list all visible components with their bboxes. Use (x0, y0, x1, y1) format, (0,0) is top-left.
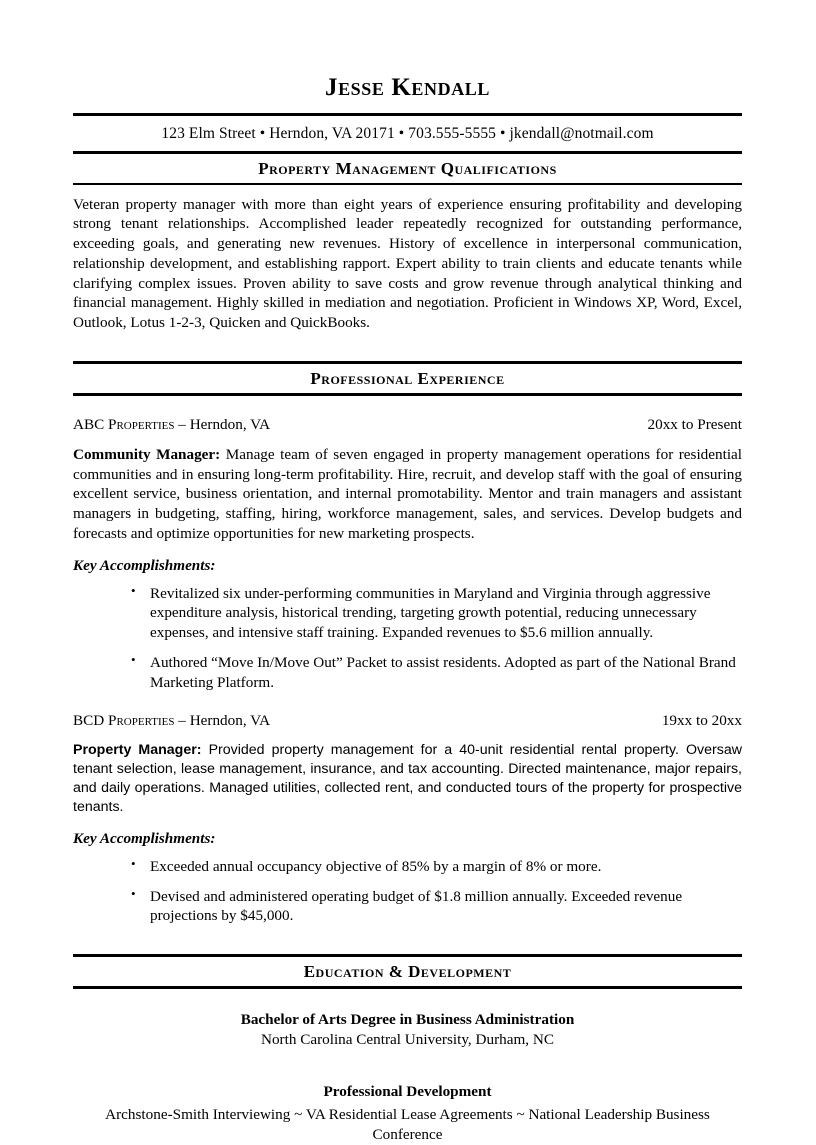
job-description (73, 445, 742, 544)
job-company-name: ABC Properties (73, 415, 175, 433)
section-title-education: Education & Development (303, 962, 512, 981)
job-header (73, 416, 742, 434)
list-item: • Devised and administered operating budget of $1.8 million annually. Exceeded revenue projections by $45,000. (73, 887, 742, 927)
job-company (73, 416, 270, 434)
job-description-text: Manage team of seven engaged in property management operations for residential communities and in ensuring long-term profitability. Hire, recruit, and develop staff with the goal of ensuring excellent service, business orientation, and internal promotability. Mentor and train managers and assistant managers in budgeting, staffing, hiring, workforce management, sales, and services. Develop budgets and forecasts and optimize opportunities for new marketing prospects. (73, 445, 743, 542)
section-qualifications (73, 154, 742, 333)
job-description-text: Provided property management for a 40-unit residential rental property. Oversaw tenant selection, lease management, insurance, and tax accounting. Directed maintenance, major repairs, and daily operations. Managed utilities, collected rent, and conducted tours of the property for prospective tenants. (73, 742, 742, 815)
key-accomplishments-label: Key Accomplishments: (73, 829, 216, 847)
section-title-experience: Professional Experience (310, 368, 505, 388)
job-dates: 19xx to 20xx (661, 712, 742, 730)
job-role-title: Property Manager: (73, 742, 202, 759)
spacer-experience (73, 333, 742, 361)
resume-content (73, 0, 742, 1145)
resume-header (73, 0, 742, 102)
spacer-education (73, 926, 742, 954)
experience-rule-bottom (73, 393, 742, 396)
job-entry (73, 416, 742, 693)
job-role-title: Community Manager: (73, 445, 221, 463)
list-item: • Revitalized six under-performing communities in Maryland and Virginia through aggressive expenditure analysis, historical trending, targeting growth potential, reducing unnecessary expenses, and intensive staff training. Expanded revenues to $5.6 million annually. (73, 584, 742, 643)
list-item: • Authored “Move In/Move Out” Packet to assist residents. Adopted as part of the National Brand Marketing Platform. (73, 653, 742, 693)
professional-development-list: Archstone-Smith Interviewing ~ VA Residential Lease Agreements ~ National Leadership Business Conference (105, 1106, 710, 1144)
education-school: North Carolina Central University, Durham, NC (260, 1031, 554, 1049)
job-entry (73, 712, 742, 926)
key-accomplishments-label: Key Accomplishments: (73, 556, 216, 574)
job-header (73, 712, 742, 730)
education-block (73, 989, 742, 1145)
job-description (73, 741, 742, 817)
job-accomplishments-list (73, 857, 742, 926)
candidate-name: Jesse Kendall (324, 74, 491, 101)
contact-line: 123 Elm Street • Herndon, VA 20171 • 703.555-5555 • jkendall@notmail.com (161, 124, 654, 142)
job-company (73, 712, 270, 730)
list-item: • Exceeded annual occupancy objective of 85% by a margin of 8% or more. (73, 857, 742, 877)
job-location: – Herndon, VA (174, 415, 271, 433)
section-title-qualifications: Property Management Qualifications (258, 158, 557, 178)
qualifications-summary: Veteran property manager with more than eight years of experience ensuring profitability and developing strong tenant relationships. Accomplished leader repeatedly recognized for outstanding performance, exceeding goals, and generating new revenues. History of excellence in interpersonal communication, relationship development, and establishing rapport. Expert ability to train clients and educate tenants while clarifying complex issues. Proven ability to save costs and grow revenue through analytical thinking and financial management. Highly skilled in mediation and negotiation. Proficient in Windows XP, Word, Excel, Outlook, Lotus 1-2-3, Quicken and QuickBooks. (73, 195, 742, 331)
education-degree: Bachelor of Arts Degree in Business Administration (240, 1011, 575, 1028)
job-accomplishments-list (73, 584, 742, 693)
job-location: – Herndon, VA (174, 712, 271, 730)
professional-development-title: Professional Development (323, 1083, 492, 1101)
job-dates: 20xx to Present (647, 415, 742, 433)
job-company-name: BCD Properties (73, 712, 175, 730)
